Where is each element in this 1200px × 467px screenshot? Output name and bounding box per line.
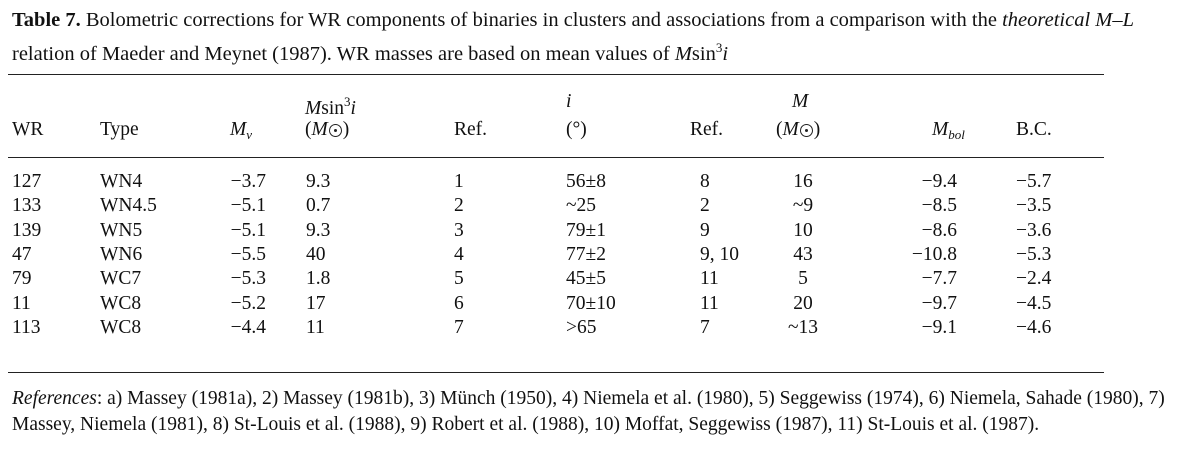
cell-ref2: 11 bbox=[700, 268, 719, 290]
header-msini-sup: 3 bbox=[344, 94, 351, 109]
cell-i: 45±5 bbox=[566, 268, 606, 290]
cell-mbol: −7.7 bbox=[921, 268, 957, 290]
header-ref-1: Ref. bbox=[454, 119, 488, 140]
cell-bc: −5.3 bbox=[1016, 243, 1052, 265]
header-mv-main: M bbox=[230, 119, 247, 140]
header-m-top: M bbox=[792, 91, 809, 112]
cell-wr: 133 bbox=[12, 195, 42, 217]
header-msini-open: ( bbox=[305, 119, 312, 140]
cell-m: 5 bbox=[798, 268, 808, 290]
cell-mv: −5.3 bbox=[230, 268, 266, 290]
cell-i: 77±2 bbox=[566, 243, 606, 265]
cell-bc: −4.6 bbox=[1016, 316, 1052, 338]
cell-ref2: 9 bbox=[700, 219, 710, 241]
cell-ref: 4 bbox=[454, 243, 464, 265]
cell-ref2: 11 bbox=[700, 292, 719, 314]
table-caption bbox=[12, 6, 1192, 68]
cell-mbol: −8.6 bbox=[921, 219, 957, 241]
cell-m: ~13 bbox=[787, 316, 819, 338]
caption-end-i: i bbox=[722, 43, 729, 65]
cell-m: 16 bbox=[793, 171, 813, 192]
cell-msini: 0.7 bbox=[306, 195, 331, 217]
cell-wr: 11 bbox=[12, 292, 31, 314]
cell-mv: −5.2 bbox=[230, 292, 266, 314]
cell-wr: 113 bbox=[12, 316, 41, 338]
cell-mbol: −9.7 bbox=[921, 292, 957, 314]
cell-bc: −4.5 bbox=[1016, 292, 1052, 314]
cell-msini: 9.3 bbox=[306, 171, 331, 192]
caption-text-italic: theoretical M–L bbox=[1002, 9, 1134, 31]
cell-m: 43 bbox=[793, 243, 813, 265]
cell-ref2: 9, 10 bbox=[700, 243, 739, 265]
cell-ref2: 2 bbox=[700, 195, 710, 217]
header-mbol-main: M bbox=[932, 119, 949, 140]
cell-mv: −5.1 bbox=[230, 195, 266, 217]
caption-text-2: relation of Maeder and Meynet (1987). WR masses are based on mean values of bbox=[12, 43, 670, 65]
sun-symbol-icon bbox=[329, 124, 342, 137]
cell-bc: −5.7 bbox=[1016, 171, 1052, 192]
cell-type: WC8 bbox=[100, 292, 142, 314]
sun-symbol-icon bbox=[800, 124, 813, 137]
references-text: : a) Massey (1981a), 2) Massey (1981b), 3) Münch (1950), 4) Niemela et al. (1980), 5) Seggewiss (1974), 6) Niemela, Sahade (1980), 7) Massey, Niemela (1981), 8) St-Louis et al. (1988), 9) Robert et al. (1988), 10) Moffat, Seggewiss (1987), 11) St-Louis et al. (1987). bbox=[12, 388, 1165, 435]
cell-type: WC7 bbox=[100, 268, 142, 290]
header-mv-sub: v bbox=[246, 127, 253, 142]
cell-msini: 9.3 bbox=[306, 219, 331, 241]
cell-i: ~25 bbox=[566, 195, 597, 217]
cell-ref: 6 bbox=[454, 292, 464, 314]
header-bc: B.C. bbox=[1016, 119, 1052, 140]
caption-end-sup: 3 bbox=[715, 40, 723, 55]
cell-msini: 17 bbox=[306, 292, 326, 314]
cell-mv: −4.4 bbox=[230, 316, 266, 338]
table-label: Table 7. bbox=[12, 9, 81, 31]
header-i-top: i bbox=[566, 91, 572, 112]
cell-wr: 47 bbox=[12, 243, 32, 265]
cell-i: 56±8 bbox=[566, 171, 606, 192]
header-wr: WR bbox=[12, 119, 44, 140]
cell-mbol: −9.4 bbox=[921, 171, 957, 192]
caption-end-sin: sin bbox=[691, 43, 716, 65]
cell-mbol: −10.8 bbox=[911, 243, 957, 265]
caption-end-m: M bbox=[674, 43, 692, 65]
header-m-close: ) bbox=[813, 119, 821, 140]
header-msini-m: M bbox=[305, 98, 322, 119]
cell-type: WC8 bbox=[100, 316, 142, 338]
cell-mv: −5.1 bbox=[230, 219, 266, 241]
bottom-rule bbox=[8, 372, 1104, 373]
header-type: Type bbox=[100, 119, 139, 140]
cell-ref: 1 bbox=[454, 171, 464, 192]
top-rule bbox=[8, 74, 1104, 75]
header-m-unit bbox=[776, 118, 820, 142]
cell-i: 79±1 bbox=[566, 219, 606, 241]
references-note bbox=[12, 386, 1192, 438]
cell-wr: 139 bbox=[12, 219, 42, 241]
cell-mv: −3.7 bbox=[230, 171, 266, 192]
cell-ref: 2 bbox=[454, 195, 464, 217]
cell-type: WN6 bbox=[100, 243, 143, 265]
cell-bc: −3.5 bbox=[1016, 195, 1052, 217]
cell-ref2: 8 bbox=[700, 171, 710, 192]
header-msini-unit-m: M bbox=[311, 119, 328, 140]
header-msini-i: i bbox=[350, 98, 356, 119]
cell-msini: 1.8 bbox=[306, 268, 331, 290]
cell-ref: 5 bbox=[454, 268, 464, 290]
header-rule bbox=[8, 157, 1104, 158]
header-msini-close: ) bbox=[342, 119, 350, 140]
header-ref-2: Ref. bbox=[690, 119, 724, 140]
header-m-open: ( bbox=[776, 119, 783, 140]
cell-type: WN5 bbox=[100, 219, 143, 241]
cell-msini: 40 bbox=[306, 243, 326, 265]
cell-ref: 7 bbox=[454, 316, 464, 338]
cell-i: 70±10 bbox=[566, 292, 616, 314]
cell-mv: −5.5 bbox=[230, 243, 266, 265]
header-m-unit-m: M bbox=[782, 119, 799, 140]
cell-i: >65 bbox=[566, 316, 597, 338]
cell-ref2: 7 bbox=[700, 316, 710, 338]
cell-wr: 127 bbox=[12, 171, 42, 192]
cell-m: 20 bbox=[793, 292, 813, 314]
cell-bc: −2.4 bbox=[1016, 268, 1052, 290]
cell-type: WN4.5 bbox=[100, 195, 157, 217]
header-mbol bbox=[932, 118, 965, 147]
cell-msini: 11 bbox=[306, 316, 325, 338]
header-msini-top bbox=[305, 90, 356, 121]
cell-m: 10 bbox=[793, 219, 813, 241]
header-mbol-sub: bol bbox=[948, 127, 965, 142]
references-lead: References bbox=[12, 388, 97, 409]
header-msini-unit bbox=[305, 118, 349, 142]
cell-m: ~9 bbox=[792, 195, 814, 217]
cell-mbol: −8.5 bbox=[921, 195, 957, 217]
header-i-unit: (°) bbox=[566, 119, 587, 140]
cell-type: WN4 bbox=[100, 171, 143, 192]
caption-text-1: Bolometric corrections for WR components of binaries in clusters and associations from a comparison with the bbox=[85, 9, 997, 31]
cell-wr: 79 bbox=[12, 268, 32, 290]
cell-ref: 3 bbox=[454, 219, 464, 241]
cell-mbol: −9.1 bbox=[921, 316, 957, 338]
cell-bc: −3.6 bbox=[1016, 219, 1052, 241]
header-mv bbox=[230, 118, 252, 147]
header-msini-sin: sin bbox=[321, 98, 345, 119]
